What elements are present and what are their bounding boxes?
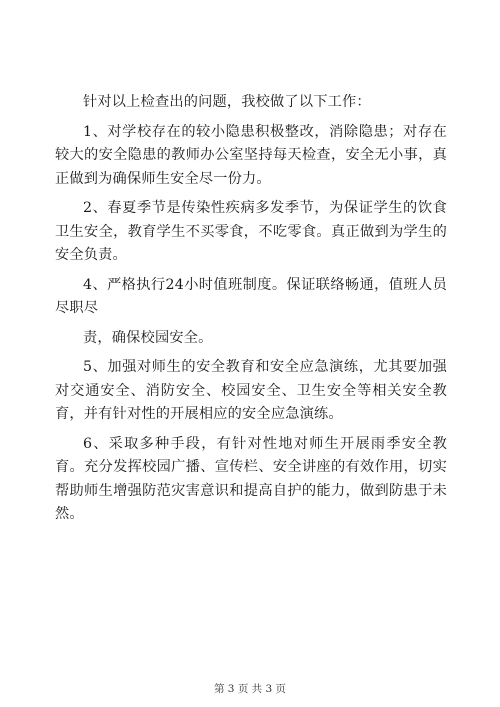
item-4-continuation: 责，确保校园安全。 — [83, 329, 213, 346]
item-6-paragraph: 6、采取多种手段，有针对性地对师生开展雨季安全教育。充分发挥校园广播、宣传栏、安全讲座的有效作用，切实帮助师生增强防范灾害意识和提高自护的能力，做到防患于未然。 — [55, 435, 447, 522]
page-number-footer: 第 3 页 共 3 页 — [213, 683, 287, 695]
item-1-paragraph: 1、对学校存在的较小隐患积极整改，消除隐患；对存在较大的安全隐患的教师办公室坚持每天检查，安全无小事，真正做到为确保师生安全尽一份力。 — [55, 123, 447, 187]
document-body — [55, 91, 447, 533]
item-4-paragraph: 4、严格执行24小时值班制度。保证联络畅通，值班人员尽职尽 — [55, 276, 447, 316]
item-2-paragraph: 2、春夏季节是传染性疾病多发季节，为保证学生的饮食卫生安全，教育学生不买零食，不吃零食。真正做到为学生的安全负责。 — [55, 200, 447, 263]
item-5-paragraph: 5、加强对师生的安全教育和安全应急演练，尤其要加强对交通安全、消防安全、校园安全、卫生安全等相关安全教育，并有针对性的开展相应的安全应急演练。 — [55, 359, 447, 422]
intro-paragraph: 针对以上检查出的问题，我校做了以下工作： — [83, 94, 371, 110]
